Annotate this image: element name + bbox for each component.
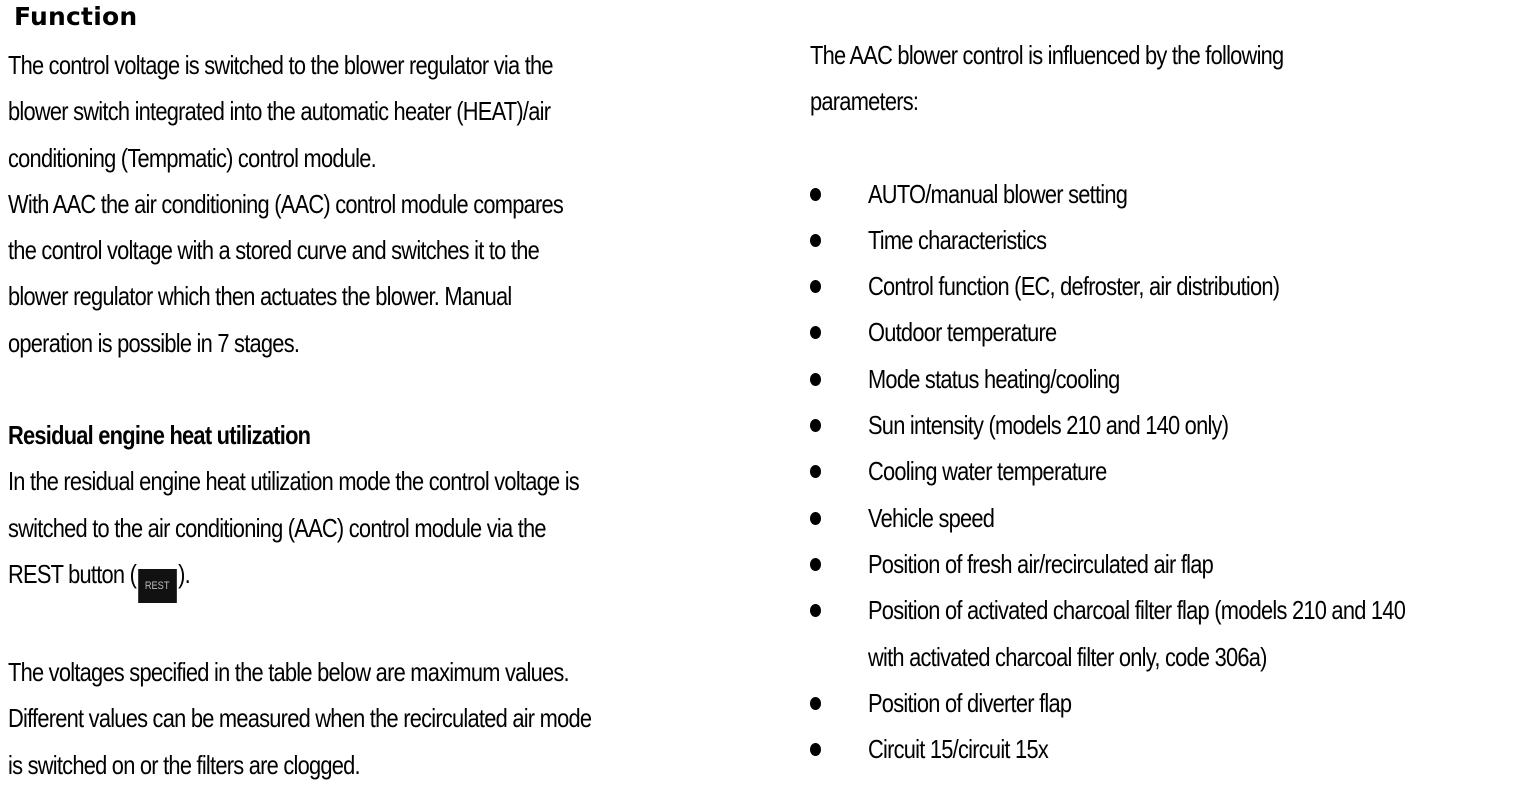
rest-button-icon: REST (138, 569, 177, 603)
parameter-list (810, 171, 1530, 773)
parameter-list-item (810, 217, 1530, 263)
parameter-text: Circuit 15/circuit 15x (868, 734, 1048, 765)
function-description (8, 42, 747, 366)
parameter-text: Time characteristics (868, 224, 1047, 255)
parameter-list-item (810, 587, 1530, 680)
residual-heat-section (8, 412, 747, 603)
subsection-heading: Residual engine heat utilization (8, 420, 311, 451)
bullet-icon (810, 326, 821, 339)
text-line: the control voltage with a stored curve and switches it to the (8, 235, 539, 266)
parameter-list-item (810, 726, 1530, 772)
parameter-text: Vehicle speed (868, 502, 995, 533)
parameter-list-item (810, 448, 1530, 494)
bullet-icon (810, 558, 821, 571)
parameter-text: Mode status heating/cooling (868, 363, 1120, 394)
rest-line-suffix: ). (178, 558, 191, 589)
text-line: is switched on or the filters are clogged. (8, 749, 360, 780)
voltage-note (8, 649, 747, 788)
parameter-text: Outdoor temperature (868, 317, 1057, 348)
parameter-text: with activated charcoal filter only, code 306a) (868, 641, 1267, 672)
text-line: conditioning (Tempmatic) control module. (8, 142, 376, 173)
bullet-icon (810, 743, 821, 756)
section-heading: Function (14, 2, 138, 31)
text-line: With AAC the air conditioning (AAC) control module compares (8, 188, 564, 219)
text-line: The control voltage is switched to the blower regulator via the (8, 50, 553, 80)
text-line: Different values can be measured when the recirculated air mode (8, 703, 592, 734)
bullet-icon (810, 419, 821, 432)
parameter-text: Position of activated charcoal filter flap (models 210 and 140 (868, 595, 1406, 626)
parameter-list-item (810, 402, 1530, 448)
right-column (810, 32, 1530, 772)
parameter-list-item (810, 171, 1530, 217)
parameter-list-item (810, 309, 1530, 355)
bullet-icon (810, 512, 821, 525)
text-line: blower switch integrated into the automatic heater (HEAT)/air (8, 96, 551, 127)
text-line: operation is possible in 7 stages. (8, 327, 300, 358)
parameter-list-item (810, 263, 1530, 309)
text-line: In the residual engine heat utilization mode the control voltage is (8, 466, 579, 497)
parameter-text: Control function (EC, defroster, air distribution) (868, 271, 1280, 302)
bullet-icon (810, 234, 821, 247)
text-line: blower regulator which then actuates the blower. Manual (8, 281, 512, 312)
bullet-icon (810, 188, 821, 201)
parameter-text: Position of diverter flap (868, 687, 1072, 718)
bullet-icon (810, 465, 821, 478)
left-column (8, 42, 768, 788)
parameter-text: Sun intensity (models 210 and 140 only) (868, 410, 1229, 441)
bullet-icon (810, 604, 821, 617)
parameter-list-item (810, 356, 1530, 402)
parameter-text: Cooling water temperature (868, 456, 1107, 487)
parameter-list-item (810, 680, 1530, 726)
parameter-list-item (810, 541, 1530, 587)
parameter-text: AUTO/manual blower setting (868, 178, 1128, 209)
text-line: switched to the air conditioning (AAC) control module via the (8, 512, 546, 543)
parameters-intro (810, 32, 1536, 125)
bullet-icon (810, 697, 821, 710)
bullet-icon (810, 280, 821, 293)
text-line: parameters: (810, 86, 919, 117)
parameter-text: Position of fresh air/recirculated air flap (868, 548, 1214, 579)
text-line: The voltages specified in the table below are maximum values. (8, 656, 569, 687)
bullet-icon (810, 373, 821, 386)
text-line: The AAC blower control is influenced by the following (810, 40, 1284, 70)
parameter-list-item (810, 495, 1530, 541)
rest-button-line (8, 551, 747, 603)
rest-line-prefix: REST button ( (8, 558, 137, 589)
